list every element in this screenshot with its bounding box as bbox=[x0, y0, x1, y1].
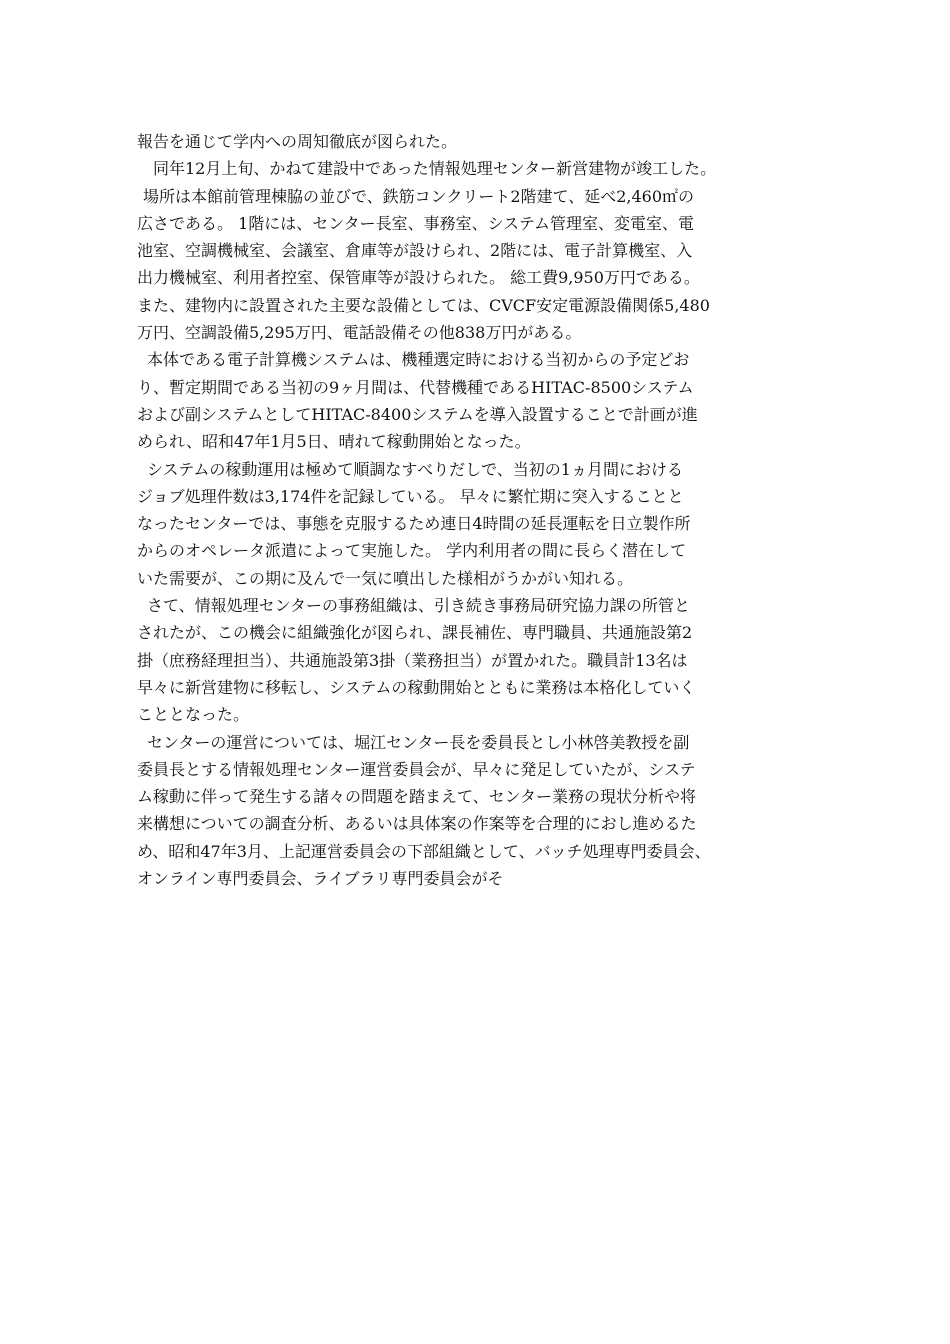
text-line: さて、情報処理センターの事務組織は、引き続き事務局研究協力課の所管と bbox=[147, 596, 691, 616]
text-line: および副システムとしてHITAC-8400システムを導入設置することで計画が進 bbox=[137, 404, 698, 424]
text-line: からのオペレータ派遣によって実施した。 学内利用者の間に長らく潜在して bbox=[137, 541, 687, 561]
text-line: められ、昭和47年1月5日、晴れて稼動開始となった。 bbox=[137, 432, 531, 452]
text-line: 報告を通じて学内への周知徹底が図られた。 bbox=[137, 132, 458, 151]
text-line: ム稼動に伴って発生する諸々の問題を踏まえて、センター業務の現状分析や将 bbox=[137, 787, 697, 807]
text-line: 出力機械室、利用者控室、保管庫等が設けられた。 総工費9,950万円である。 bbox=[137, 268, 700, 288]
text-line: 委員長とする情報処理センター運営委員会が、早々に発足していたが、システ bbox=[137, 759, 696, 779]
text-line: こととなった。 bbox=[137, 705, 250, 725]
text-line: 本体である電子計算機システムは、機種選定時における当初からの予定どお bbox=[147, 350, 690, 370]
text-line: センターの運営については、堀江センター長を委員長とし小林啓美教授を副 bbox=[147, 732, 690, 752]
text-line: また、建物内に設置された主要な設備としては、CVCF安定電源設備関係5,480 bbox=[137, 295, 710, 315]
text-line: 広さである。 1階には、センター長室、事務室、システム管理室、変電室、電 bbox=[137, 213, 695, 233]
text-line: いた需要が、この期に及んで一気に噴出した様相がうかがい知れる。 bbox=[137, 568, 634, 588]
text-line: 同年12月上旬、かねて建設中であった情報処理センター新営建物が竣工した。 bbox=[137, 159, 717, 179]
text-line: 場所は本館前管理棟脇の並びで、鉄筋コンクリート2階建て、延べ2,460㎡の bbox=[143, 186, 695, 206]
body-text bbox=[137, 128, 837, 892]
text-line: 来構想についての調査分析、あるいは具体案の作案等を合理的におし進めるた bbox=[137, 814, 697, 834]
text-line: り、暫定期間である当初の9ヶ月間は、代替機種であるHITAC-8500システム bbox=[137, 377, 694, 397]
text-line: されたが、この機会に組織強化が図られ、課長補佐、専門職員、共通施設第2 bbox=[137, 623, 693, 643]
text-line: 池室、空調機械室、会議室、倉庫等が設けられ、2階には、電子計算機室、入 bbox=[137, 241, 693, 261]
text-line: システムの稼動運用は極めて順調なすべりだしで、当初の1ヵ月間における bbox=[147, 459, 683, 479]
text-line: 早々に新営建物に移転し、システムの稼動開始とともに業務は本格化していく bbox=[137, 677, 696, 697]
text-line: め、昭和47年3月、上記運営委員会の下部組織として、バッチ処理専門委員会、 bbox=[137, 841, 711, 861]
text-line: オンライン専門委員会、ライブラリ専門委員会がそ bbox=[137, 869, 504, 889]
text-line: 万円、空調設備5,295万円、電話設備その他838万円がある。 bbox=[137, 323, 582, 343]
text-line: 掛（庶務経理担当）、共通施設第3掛（業務担当）が置かれた。職員計13名は bbox=[137, 650, 688, 670]
text-line: なったセンターでは、事態を克服するため連日4時間の延長運転を日立製作所 bbox=[137, 514, 691, 534]
text-line: ジョブ処理件数は3,174件を記録している。 早々に繁忙期に突入することと bbox=[137, 486, 684, 506]
